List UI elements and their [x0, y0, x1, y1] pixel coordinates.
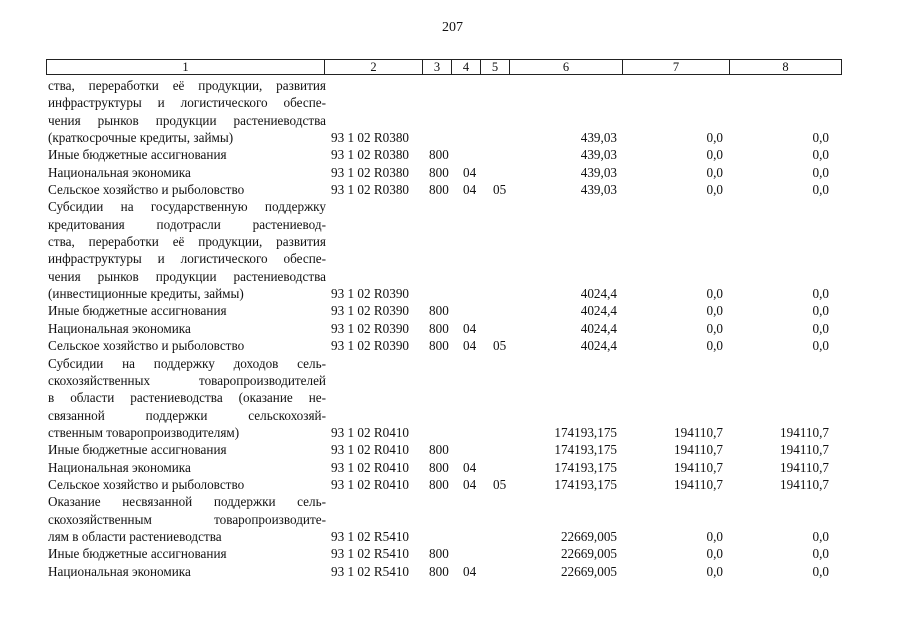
row-value-col7: 0,0	[706, 338, 723, 354]
table-row	[0, 424, 905, 441]
table-row	[0, 337, 905, 354]
table-row	[0, 372, 905, 389]
row-value-col6: 22669,005	[560, 546, 617, 562]
row-value-col8: 0,0	[812, 164, 829, 180]
row-description: Национальная экономика	[48, 320, 191, 336]
row-code: 93 1 02 R0390	[331, 286, 410, 302]
table-row	[0, 94, 905, 111]
row-code: 93 1 02 R0390	[331, 338, 410, 354]
row-col4: 04	[463, 164, 477, 180]
row-description: Иные бюджетные ассигнования	[48, 303, 227, 319]
row-col3: 800	[429, 147, 449, 163]
row-col4: 04	[463, 459, 477, 475]
row-value-col7: 0,0	[706, 303, 723, 319]
table-row	[0, 268, 905, 285]
row-value-col7: 0,0	[706, 528, 723, 544]
row-value-col8: 0,0	[812, 528, 829, 544]
row-description: кредитования подотрасли растениевод-	[48, 216, 326, 232]
column-header: 2	[325, 60, 423, 75]
row-value-col8: 0,0	[812, 182, 829, 198]
row-value-col6: 174193,175	[554, 459, 617, 475]
row-value-col7: 0,0	[706, 130, 723, 146]
table-row	[0, 77, 905, 94]
row-col3: 800	[429, 320, 449, 336]
row-value-col6: 22669,005	[560, 528, 617, 544]
row-col3: 800	[429, 442, 449, 458]
column-header: 4	[452, 60, 481, 75]
row-description: скохозяйственных товаропроизводителей	[48, 372, 326, 388]
row-value-col7: 194110,7	[674, 442, 723, 458]
column-header: 8	[730, 60, 842, 75]
row-description: скохозяйственным товаропроизводите-	[48, 511, 326, 527]
table-row	[0, 476, 905, 493]
table-row	[0, 302, 905, 319]
table-row	[0, 129, 905, 146]
row-value-col6: 4024,4	[580, 338, 617, 354]
table-row	[0, 233, 905, 250]
row-value-col7: 0,0	[706, 147, 723, 163]
row-col5: 05	[493, 182, 507, 198]
column-header-table	[46, 59, 842, 75]
row-description: чения рынков продукции растениеводства	[48, 268, 326, 284]
row-col3: 800	[429, 164, 449, 180]
row-value-col6: 174193,175	[554, 424, 617, 440]
row-description: Национальная экономика	[48, 164, 191, 180]
row-value-col8: 0,0	[812, 286, 829, 302]
table-row	[0, 528, 905, 545]
table-row	[0, 112, 905, 129]
row-code: 93 1 02 R5410	[331, 528, 410, 544]
row-value-col6: 439,03	[580, 182, 617, 198]
row-col3: 800	[429, 563, 449, 579]
row-code: 93 1 02 R5410	[331, 546, 410, 562]
row-value-col6: 4024,4	[580, 303, 617, 319]
row-description: (краткосрочные кредиты, займы)	[48, 130, 234, 146]
column-header: 1	[47, 60, 325, 75]
row-value-col7: 0,0	[706, 182, 723, 198]
row-code: 93 1 02 R0380	[331, 182, 410, 198]
row-col4: 04	[463, 320, 477, 336]
row-value-col8: 0,0	[812, 338, 829, 354]
row-description: Субсидии на государственную поддержку	[48, 199, 326, 215]
row-code: 93 1 02 R0390	[331, 320, 410, 336]
row-col3: 800	[429, 546, 449, 562]
row-col4: 04	[463, 338, 477, 354]
row-description: Иные бюджетные ассигнования	[48, 147, 227, 163]
table-row	[0, 389, 905, 406]
row-description: Сельское хозяйство и рыболовство	[48, 476, 245, 492]
table-row	[0, 164, 905, 181]
row-value-col7: 0,0	[706, 563, 723, 579]
column-header: 6	[510, 60, 623, 75]
row-col3: 800	[429, 459, 449, 475]
row-value-col6: 4024,4	[580, 286, 617, 302]
row-code: 93 1 02 R0410	[331, 442, 410, 458]
row-code: 93 1 02 R5410	[331, 563, 410, 579]
row-value-col8: 0,0	[812, 320, 829, 336]
row-code: 93 1 02 R0410	[331, 424, 410, 440]
row-value-col8: 194110,7	[780, 476, 829, 492]
row-value-col7: 0,0	[706, 164, 723, 180]
row-description: инфраструктуры и логистического обеспе-	[48, 251, 326, 267]
column-header: 5	[481, 60, 510, 75]
table-row	[0, 441, 905, 458]
table-row	[0, 198, 905, 215]
row-value-col6: 22669,005	[560, 563, 617, 579]
row-value-col7: 194110,7	[674, 424, 723, 440]
row-value-col8: 0,0	[812, 563, 829, 579]
row-description: ства, переработки её продукции, развития	[48, 78, 326, 93]
table-row	[0, 181, 905, 198]
row-description: (инвестиционные кредиты, займы)	[48, 286, 244, 302]
table-row	[0, 250, 905, 267]
row-description: лям в области растениеводства	[48, 528, 222, 544]
row-value-col6: 439,03	[580, 130, 617, 146]
row-description: Субсидии на поддержку доходов сель-	[48, 355, 326, 371]
row-value-col7: 0,0	[706, 286, 723, 302]
table-row	[0, 563, 905, 580]
row-code: 93 1 02 R0380	[331, 164, 410, 180]
row-value-col8: 0,0	[812, 303, 829, 319]
row-col5: 05	[493, 338, 507, 354]
row-value-col8: 0,0	[812, 546, 829, 562]
row-value-col8: 0,0	[812, 130, 829, 146]
row-value-col7: 0,0	[706, 546, 723, 562]
table-row	[0, 320, 905, 337]
row-code: 93 1 02 R0380	[331, 130, 410, 146]
row-description: связанной поддержки сельскохозяй-	[48, 407, 326, 423]
row-description: Национальная экономика	[48, 563, 191, 579]
table-row	[0, 407, 905, 424]
row-code: 93 1 02 R0390	[331, 303, 410, 319]
row-value-col6: 439,03	[580, 147, 617, 163]
row-value-col6: 439,03	[580, 164, 617, 180]
table-row	[0, 146, 905, 163]
row-description: инфраструктуры и логистического обеспе-	[48, 95, 326, 111]
row-code: 93 1 02 R0380	[331, 147, 410, 163]
column-header: 3	[423, 60, 452, 75]
row-col4: 04	[463, 476, 477, 492]
table-row	[0, 493, 905, 510]
row-value-col8: 194110,7	[780, 459, 829, 475]
row-description: Национальная экономика	[48, 459, 191, 475]
page-number: 207	[442, 20, 463, 35]
column-header: 7	[623, 60, 730, 75]
row-value-col6: 4024,4	[580, 320, 617, 336]
row-value-col6: 174193,175	[554, 442, 617, 458]
budget-table-body	[0, 77, 905, 580]
table-row	[0, 216, 905, 233]
row-code: 93 1 02 R0410	[331, 459, 410, 475]
row-description: чения рынков продукции растениеводства	[48, 112, 326, 128]
row-description: Сельское хозяйство и рыболовство	[48, 338, 245, 354]
row-description: ства, переработки её продукции, развития	[48, 234, 326, 250]
table-row	[0, 545, 905, 562]
row-col3: 800	[429, 338, 449, 354]
row-description: Иные бюджетные ассигнования	[48, 546, 227, 562]
table-row	[0, 511, 905, 528]
table-row	[0, 459, 905, 476]
row-value-col8: 0,0	[812, 147, 829, 163]
row-code: 93 1 02 R0410	[331, 476, 410, 492]
row-col3: 800	[429, 476, 449, 492]
row-value-col8: 194110,7	[780, 424, 829, 440]
row-description: ственным товаропроизводителям)	[48, 424, 240, 440]
row-description: в области растениеводства (оказание не-	[48, 390, 326, 406]
row-description: Иные бюджетные ассигнования	[48, 442, 227, 458]
row-description: Оказание несвязанной поддержки сель-	[48, 494, 326, 510]
row-col4: 04	[463, 182, 477, 198]
row-col3: 800	[429, 303, 449, 319]
table-row	[0, 355, 905, 372]
row-value-col6: 174193,175	[554, 476, 617, 492]
row-description: Сельское хозяйство и рыболовство	[48, 182, 245, 198]
row-col3: 800	[429, 182, 449, 198]
table-row	[0, 285, 905, 302]
row-col5: 05	[493, 476, 507, 492]
row-value-col7: 194110,7	[674, 459, 723, 475]
row-value-col8: 194110,7	[780, 442, 829, 458]
row-value-col7: 194110,7	[674, 476, 723, 492]
row-col4: 04	[463, 563, 477, 579]
row-value-col7: 0,0	[706, 320, 723, 336]
